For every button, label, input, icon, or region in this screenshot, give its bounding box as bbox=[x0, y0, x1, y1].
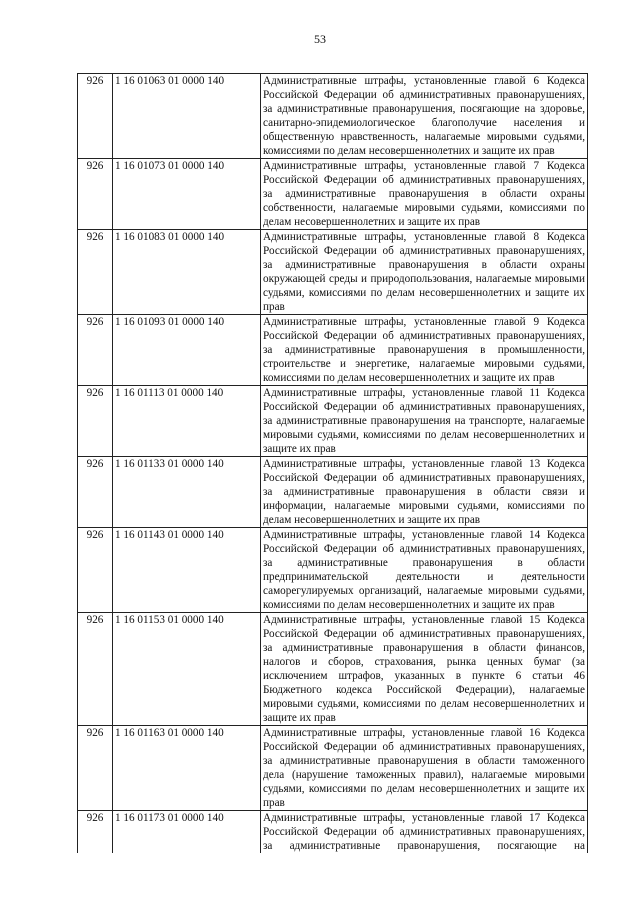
table-row bbox=[78, 315, 588, 386]
table-row bbox=[78, 457, 588, 528]
table-row bbox=[78, 726, 588, 811]
kbk-code-cell: 1 16 01113 01 0000 140 bbox=[113, 386, 261, 457]
kbk-code-cell: 1 16 01143 01 0000 140 bbox=[113, 528, 261, 613]
admin-code-cell: 926 bbox=[78, 528, 113, 613]
admin-code-cell: 926 bbox=[78, 726, 113, 811]
description-cell: Административные штрафы, установленные главой 6 Кодекса Российской Федерации об административных правонарушениях, за административные правонарушения, посягающие на здоровье, санитарно-эпидемиологическое благополучие населения и общественную нравственность, налагаемые мировыми судьями, комиссиями по делам несовершеннолетних и защите их прав bbox=[261, 74, 588, 159]
kbk-code-cell: 1 16 01173 01 0000 140 bbox=[113, 811, 261, 854]
description-cell: Административные штрафы, установленные главой 17 Кодекса Российской Федерации об административных правонарушениях, за административные правонарушения, посягающие на bbox=[261, 811, 588, 854]
description-cell: Административные штрафы, установленные главой 16 Кодекса Российской Федерации об административных правонарушениях, за административные правонарушения в области таможенного дела (нарушение таможенных правил), налагаемые мировыми судьями, комиссиями по делам несовершеннолетних и защите их прав bbox=[261, 726, 588, 811]
admin-code-cell: 926 bbox=[78, 159, 113, 230]
page-number: 53 bbox=[314, 32, 326, 46]
description-cell: Административные штрафы, установленные главой 14 Кодекса Российской Федерации об административных правонарушениях, за административные правонарушения в области предпринимательской деятельности и деятельности саморегулируемых организаций, налагаемые мировыми судьями, комиссиями по делам несовершеннолетних и защите их прав bbox=[261, 528, 588, 613]
kbk-code-cell: 1 16 01133 01 0000 140 bbox=[113, 457, 261, 528]
description-cell: Административные штрафы, установленные главой 11 Кодекса Российской Федерации об административных правонарушениях, за административные правонарушения на транспорте, налагаемые мировыми судьями, комиссиями по делам несовершеннолетних и защите их прав bbox=[261, 386, 588, 457]
description-cell: Административные штрафы, установленные главой 13 Кодекса Российской Федерации об административных правонарушениях, за административные правонарушения в области связи и информации, налагаемые мировыми судьями, комиссиями по делам несовершеннолетних и защите их прав bbox=[261, 457, 588, 528]
table-row bbox=[78, 613, 588, 726]
admin-code-cell: 926 bbox=[78, 811, 113, 854]
description-cell: Административные штрафы, установленные главой 15 Кодекса Российской Федерации об административных правонарушениях, за административные правонарушения в области финансов, налогов и сборов, страхования, рынка ценных бумаг (за исключением штрафов, указанных в пункте 6 статьи 46 Бюджетного кодекса Российской Федерации), налагаемые мировыми судьями, комиссиями по делам несовершеннолетних и защите их прав bbox=[261, 613, 588, 726]
table-row bbox=[78, 230, 588, 315]
admin-code-cell: 926 bbox=[78, 613, 113, 726]
table-row bbox=[78, 74, 588, 159]
table-row bbox=[78, 528, 588, 613]
admin-code-cell: 926 bbox=[78, 386, 113, 457]
budget-classification-table bbox=[77, 73, 588, 853]
admin-code-cell: 926 bbox=[78, 230, 113, 315]
table-row bbox=[78, 811, 588, 854]
description-cell: Административные штрафы, установленные главой 8 Кодекса Российской Федерации об административных правонарушениях, за административные правонарушения в области охраны окружающей среды и природопользования, налагаемые мировыми судьями, комиссиями по делам несовершеннолетних и защите их прав bbox=[261, 230, 588, 315]
kbk-code-cell: 1 16 01153 01 0000 140 bbox=[113, 613, 261, 726]
kbk-code-cell: 1 16 01073 01 0000 140 bbox=[113, 159, 261, 230]
kbk-code-cell: 1 16 01093 01 0000 140 bbox=[113, 315, 261, 386]
admin-code-cell: 926 bbox=[78, 74, 113, 159]
description-cell: Административные штрафы, установленные главой 9 Кодекса Российской Федерации об административных правонарушениях, за административные правонарушения в промышленности, строительстве и энергетике, налагаемые мировыми судьями, комиссиями по делам несовершеннолетних и защите их прав bbox=[261, 315, 588, 386]
admin-code-cell: 926 bbox=[78, 457, 113, 528]
description-cell: Административные штрафы, установленные главой 7 Кодекса Российской Федерации об административных правонарушениях, за административные правонарушения в области охраны собственности, налагаемые мировыми судьями, комиссиями по делам несовершеннолетних и защите их прав bbox=[261, 159, 588, 230]
kbk-code-cell: 1 16 01163 01 0000 140 bbox=[113, 726, 261, 811]
admin-code-cell: 926 bbox=[78, 315, 113, 386]
kbk-code-cell: 1 16 01063 01 0000 140 bbox=[113, 74, 261, 159]
kbk-code-cell: 1 16 01083 01 0000 140 bbox=[113, 230, 261, 315]
table-row bbox=[78, 159, 588, 230]
table-row bbox=[78, 386, 588, 457]
